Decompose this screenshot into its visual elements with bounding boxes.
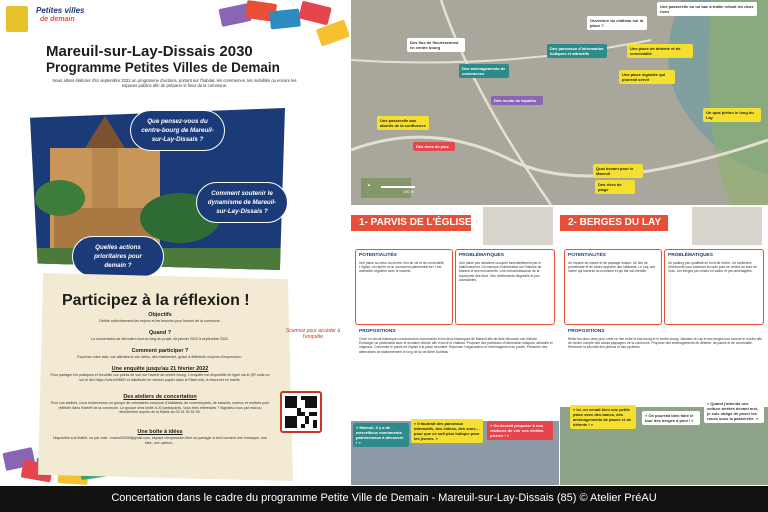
potentialites-text: Un espace de nature et de paysage unique. Un lieu de promenade et de loisirs apprécié des habitants. Le Lay, une rivière qui traverse la commune et qui fait son identité. xyxy=(568,261,656,274)
map-label: Quai devant pour le Mareuil xyxy=(593,164,643,178)
quote-caption: « Il faudrait des panneaux interactifs, des vidéos, des sons… pour que ce soit plus ludique pour les jeunes. » xyxy=(411,419,483,443)
problematiques-heading: PROBLÉMATIQUES xyxy=(459,253,504,258)
potentialites-text: Une place au cœur du centre, lieu de vie et de convivialité. L'église, un repère et un monument patrimonial fort. Une animation régulière avec le marché. xyxy=(359,261,445,274)
quote-caption: « On devrait proposer à nos visiteurs de voir nos vieilles pierres ! » xyxy=(487,421,553,440)
footer-caption: Concertation dans le cadre du programme Petite Ville de Demain - Mareuil-sur-Lay-Dissais (85) © Atelier PréAU xyxy=(111,492,657,504)
section-title: 2- BERGES DU LAY xyxy=(568,217,661,228)
enquete-heading: Une enquête jusqu'au 21 février 2022 xyxy=(111,366,209,372)
flag-shape xyxy=(298,1,331,26)
participez-heading: Participez à la réflexion ! xyxy=(62,292,250,309)
page-title xyxy=(46,44,316,76)
question-bubble-2: Comment soutenir le dynamisme de Mareuil-sur-Lay-Dissais ? xyxy=(196,182,288,223)
scale-bar xyxy=(381,186,415,188)
map-label: Une place de détente et de convivialité xyxy=(627,44,693,58)
boite-text: Disponible à la Mairie, ou par mail : mareuil2030@gmail.com, espace d'expression libre où partager à tout moment une remarque, une idée, une opinion... xyxy=(52,436,268,445)
comment-heading: Comment participer ? xyxy=(131,348,189,354)
quand-heading: Quand ? xyxy=(148,330,172,336)
problematiques-text: Un parking peu qualitatif en bord de rivière. Un sentiment d'insécurité pour traverser la route pour se rendre au bord de l'eau. Les berges peu mises en valeur et peu aménagées. xyxy=(668,261,757,274)
section-map-thumb xyxy=(483,207,553,245)
intro-text: Nous allons élaborer d'ici septembre 2022 un programme d'actions, portant sur l'habitat, les commerces, les mobilités ou encore les espaces publics afin de préparer le futur de la commune. xyxy=(52,78,297,89)
coat-of-arms-icon xyxy=(6,6,28,32)
scan-hint: Scannez pour accéder à l'enquête xyxy=(285,328,341,340)
potentialites-heading: POTENTIALITÉS xyxy=(568,253,606,258)
section-parvis xyxy=(351,205,559,486)
propositions-text: Relier les deux rives pour créer un lien entre le bas bourg et le centre-bourg. Valoriser le Lay et ses berges tout comme le moulin afin de rendre compte des atouts paysagers de la commune. Proposer des aménagements de détente, de pause et de convivialité. Renforcer la sécurité des piétons et des cyclistes. xyxy=(568,337,763,350)
map-label: Des reculs de façades xyxy=(491,96,543,105)
map-label: Un quai piéton le long du Lay xyxy=(703,108,761,122)
map-label: Des panneaux d'information ludiques et attractifs xyxy=(547,44,607,58)
problematiques-text: Une place peu attractive occupée essentiellement par le stationnement. Un manque d'information sur l'histoire de Mareuil et ses monuments. Une méconnaissance de la toponymie des lieux. Des revêtements dégradés et peu accessibles. xyxy=(459,261,542,282)
objectifs-heading: Objectifs xyxy=(148,312,172,318)
map-label: Une passerelle aux abords de la confluence xyxy=(377,116,429,130)
map-label: Des aménagements de commerces xyxy=(459,64,509,78)
aerial-map xyxy=(351,0,768,205)
propositions-heading: PROPOSITIONS xyxy=(359,329,396,334)
question-bubble-1: Que pensez-vous du centre-bourg de Mareuil-sur-Lay-Dissais ? xyxy=(130,110,225,151)
boite-heading: Une boîte à idées xyxy=(137,429,183,435)
quote-caption: « Quand j'attends une voiture arrêtée devant moi, je suis obligé de poser les roues sous la passerelle. » xyxy=(704,399,764,423)
qr-code[interactable] xyxy=(280,391,322,433)
map-label: Une place signalée qui pourrait servir xyxy=(619,70,675,84)
title-line1: Mareuil-sur-Lay-Dissais 2030 xyxy=(46,43,253,60)
qr-code-icon xyxy=(285,396,317,428)
ateliers-text: Pour vos ateliers, nous recherchons un groupe de volontaires composé d'habitants, de commerçants, de salariés, curieux et motivés pour réfléchir dans l'intérêt de la commune. Le groupe sera limité à 20 participants. Vous êtes intéressés ? Signalez-vous par mail ou directement auprès de la Mairie au 02 51 30 51 05. xyxy=(50,401,270,415)
poster-panel xyxy=(0,0,349,486)
enquete-text: Pour partager les pratiques et recueillir vos points de vue sur l'avenir du centre-bourg. L'enquête est disponible en ligne via le QR code ou sur le lien https://urls.fr/hBKD et distribuée en version papier dans le Flash Info, à retourner en mairie. xyxy=(50,373,270,382)
north-arrow-icon: ▲ xyxy=(367,182,371,187)
map-label: Des flux de fleurissement en centre bourg xyxy=(407,38,465,52)
map-label: Des rives de jeux xyxy=(413,142,455,151)
question-bubble-3: Quelles actions prioritaires pour demain ? xyxy=(72,236,164,277)
propositions-text: Créer un circuit historique connectant les monuments et les lieux historiques de Mareuil afin de faire découvrir son histoire. Envisager un partenariat avec le domaine viticole afin d'ouvrir le château. Proposer des panneaux d'information ludiques, attractifs et originaux. Connecter le parvis de l'église à la place circulaire. Repenser l'organisation et l'aménagement du parvis. Présenter des alternatives de stationnement le long de la rue Abbé Guitteau. xyxy=(359,337,553,354)
flag-shape xyxy=(269,8,301,29)
quand-text: La concertation se déroulera tout au long du projet, de janvier 2022 à septembre 2022. xyxy=(91,337,229,341)
section-map-thumb xyxy=(692,207,762,245)
quote-caption: « Mareuil, il y a de merveilleux monuments patrimoniaux à découvrir ! » xyxy=(353,423,409,447)
map-background xyxy=(351,0,768,205)
logo-line2: de demain xyxy=(40,16,75,23)
objectifs-text: Définir collectivement les enjeux et les besoins pour l'avenir de la commune. xyxy=(99,319,221,323)
ateliers-heading: Des ateliers de concertation xyxy=(123,394,197,400)
section-berges xyxy=(560,205,768,486)
scale-label: 100 m xyxy=(403,189,415,194)
map-label: Des rives de plage xyxy=(595,180,635,194)
map-label: Une passerelle ou un bac à traille reliant les deux rives xyxy=(657,2,757,16)
logo-line1: Petites villes xyxy=(36,6,85,15)
title-line2: Programme Petites Villes de Demain xyxy=(46,60,280,75)
map-label: Ouverture du château sur la place ? xyxy=(587,16,647,30)
quote-caption: « On pourrait bien faire le tour des berges à pied ! » xyxy=(642,411,700,425)
potentialites-heading: POTENTIALITÉS xyxy=(359,253,397,258)
problematiques-heading: PROBLÉMATIQUES xyxy=(668,253,713,258)
comment-text: Exprimer votre avis, vos attentes et vos idées, dès maintenant, grâce à différents moyens d'expression : xyxy=(77,355,243,359)
propositions-heading: PROPOSITIONS xyxy=(568,329,605,334)
section-title: 1- PARVIS DE L'ÉGLISE xyxy=(359,217,472,228)
quote-caption: « Ici, on venait bien une petite place avec des bancs, des aménagements de pause et de détente ! » xyxy=(570,405,636,429)
